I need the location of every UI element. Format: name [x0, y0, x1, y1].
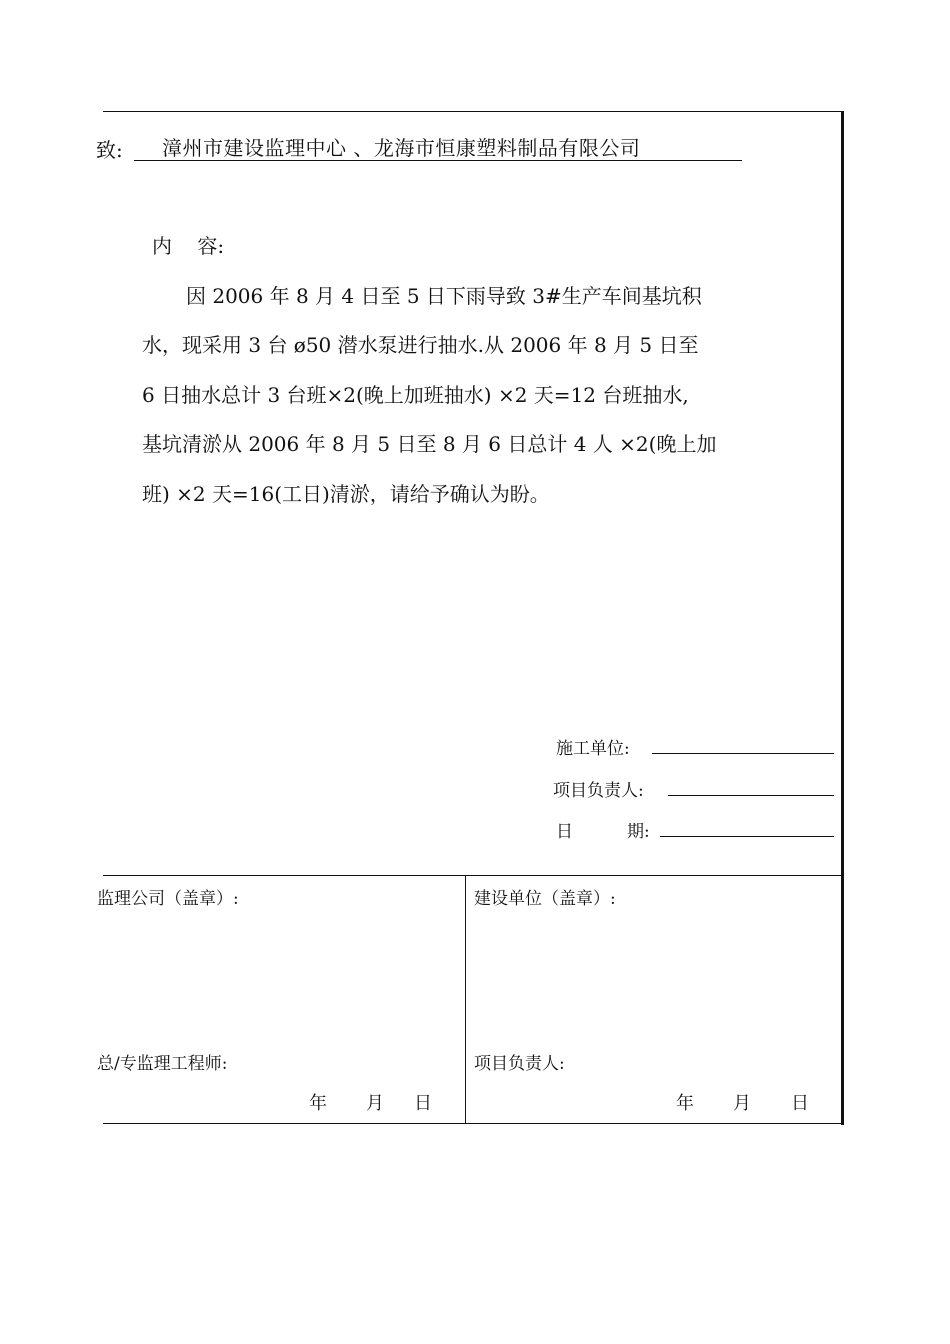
supervisor-company-label: 监理公司（盖章）:	[97, 889, 239, 909]
owner-month-label: 月	[733, 1093, 751, 1114]
supervisor-day-label: 日	[414, 1093, 432, 1114]
owner-manager-label: 项目负责人:	[474, 1054, 565, 1074]
owner-year-label: 年	[676, 1093, 694, 1114]
owner-unit-label: 建设单位（盖章）:	[474, 889, 616, 909]
recipients-underline	[134, 160, 742, 161]
supervisor-year-label: 年	[309, 1093, 327, 1114]
content-line: 基坑清淤从 2006 年 8 月 5 日至 8 月 6 日总计 4 人 ×2(晚上加	[142, 432, 717, 456]
contractor-label: 施工单位:	[556, 739, 630, 759]
recipients-text: 漳州市建设监理中心 、龙海市恒康塑料制品有限公司	[162, 136, 641, 160]
date-signature-line[interactable]	[660, 836, 834, 837]
project-manager-signature-line[interactable]	[668, 795, 834, 796]
supervisor-month-label: 月	[366, 1093, 384, 1114]
form-bottom-border	[103, 1123, 843, 1124]
supervising-engineer-label: 总/专监理工程师:	[97, 1054, 228, 1074]
project-manager-label: 项目负责人:	[553, 781, 644, 801]
date-label: 日 期:	[556, 822, 650, 842]
content-line: 水，现采用 3 台 ø50 潜水泵进行抽水.从 2006 年 8 月 5 日至	[142, 333, 699, 357]
owner-day-label: 日	[791, 1093, 809, 1114]
content-line: 因 2006 年 8 月 4 日至 5 日下雨导致 3#生产车间基坑积	[186, 284, 702, 308]
content-line: 6 日抽水总计 3 台班×2(晚上加班抽水) ×2 天=12 台班抽水,	[142, 383, 689, 407]
to-label: 致:	[96, 138, 123, 162]
content-label: 内 容:	[152, 234, 225, 258]
form-cell-divider	[465, 875, 466, 1123]
form-middle-divider	[103, 875, 843, 876]
form-right-border	[841, 111, 844, 1125]
content-line: 班) ×2 天=16(工日)清淤，请给予确认为盼。	[142, 482, 550, 506]
form-top-border	[103, 111, 843, 112]
contractor-signature-line[interactable]	[652, 753, 834, 754]
